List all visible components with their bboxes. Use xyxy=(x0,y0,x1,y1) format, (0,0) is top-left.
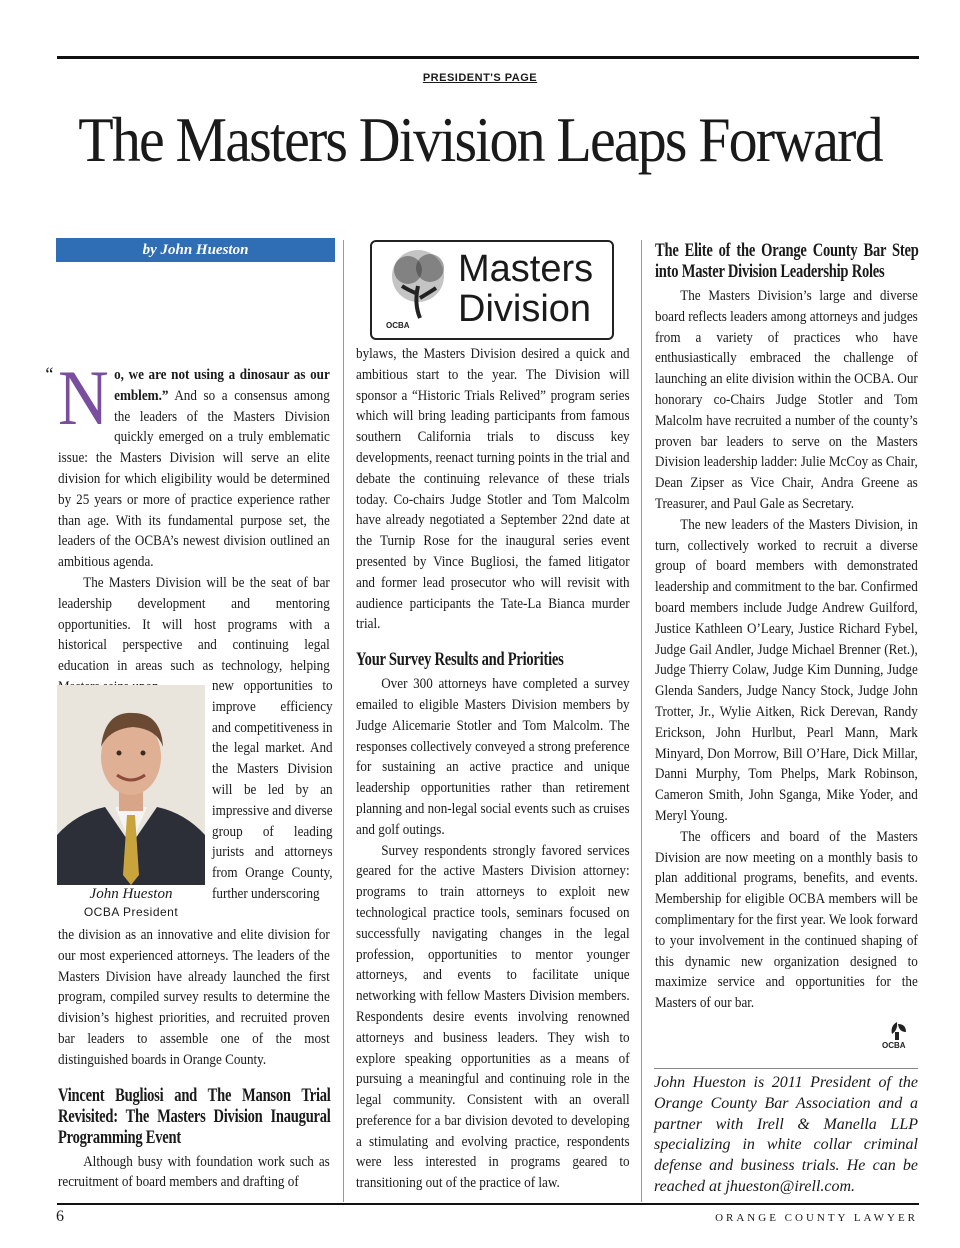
bio-rule xyxy=(654,1068,918,1069)
byline: by John Hueston xyxy=(56,238,335,262)
logo-line-1: Masters xyxy=(458,248,594,290)
column-2: bylaws, the Masters Division desired a quick and ambitious start to the year. The Division will sponsor a “Historic Trials Relived” program series which will bring leading participants from famous southern California trials to discuss key developments, reenact turning points in the trial and debate the continuing relevance of these trials today. Co-chairs Judge Stotler and Tom Malcolm have already negotiated a September 22nd date at the Turnip Rose for the inaugural series event presented by Vince Bugliosi, the famed litigator and former lead prosecutor who will revisit with audience participants the Tate-La Bianca murder trial. Your Survey Results and Priorities Over 300 attorneys have completed a survey emailed to eligible Masters Division members by Judge Alicemarie Stotler and Tom Malcolm. The responses collectively conveyed a strong preference for sustaining an active practice and unique leadership opportunities rather than retirement planning and non-legal social events such as cruises and golf outings. Survey respondents strongly favored services geared for the active Masters Division attorney: programs to train attorneys to exploit new technological practice tools, seminars focused on successfully navigating changes in the legal profession, opportunities to mentor younger attorneys, and events to facilitate unique networking with fellow Masters Division members. Respondents desire events involving renowned attorneys and business leaders. They wish to explore speaking opportunities as a means of pursuing a meaningful and continuing role in the legal community. Consistent with an overall preference for a bar division devoted to developing a stimulating and evolving practice, respondents were less interested in programs geared to transitioning out of the practice of law. xyxy=(356,346,630,1192)
section-heading: Your Survey Results and Priorities xyxy=(356,649,564,671)
svg-text:OCBA: OCBA xyxy=(386,321,410,330)
section-heading: Vincent Bugliosi and The Manson Trial Revisited: The Masters Division Inaugural Programming Event xyxy=(58,1084,331,1148)
publication-name: ORANGE COUNTY LAWYER xyxy=(715,1212,918,1224)
svg-text:OCBA: OCBA xyxy=(882,1041,906,1050)
author-photo xyxy=(57,685,205,885)
photo-caption-name: John Hueston xyxy=(89,886,173,902)
logo-line-2: Division xyxy=(458,288,592,330)
column-3: The Elite of the Orange County Bar Step into Master Division Leadership Roles The Masters Division’s large and diverse board reflects leaders among attorneys and judges from a variety of practices who have enthusiastically embraced the challenge of launching an elite division within the OCBA. Our honorary co-Chairs Judge Stotler and Tom Malcolm have recruited a number of the county’s proven bar leaders to serve on the Masters Division leadership ladder: Julie McCoy as Chair, Dean Zipser as Vice Chair, Andra Greene as Treasurer, and Paul Gale as Secretary. The new leaders of the Masters Division, in turn, collectively worked to recruit a diverse group of board members with demonstrated leadership and commitment to the bar. Confirmed board members include Judge Andrew Guilford, Justice Kathleen O’Leary, Justice Richard Fybel, Judge Gail Andler, Judge Michael Brenner (Ret.), Judge Thierry Colaw, Judge Kim Dunning, Judge Glenda Sanders, Judge Nancy Stock, Judge John Trotter, Jr., Wylie Aitken, Rick Derevan, Randy Erickson, John Hurlbut, Pearl Mann, Mark Minyard, Don Morrow, Bill O’Hare, Dick Millar, Danni Murphy, Tom Phelps, Mark Robinson, Cameron Smith, John Sganga, Mike Yoder, and Meryl Young. The officers and board of the Masters Division are now meeting on a monthly basis to plan additional programs, benefits, and events. Membership for eligible OCBA members will be complimentary for the first year. We look forward to your involvement in the continued shaping of this dynamic new organization designed to maximize service and opportunities for the Masters of our bar. xyxy=(655,240,919,1012)
top-rule xyxy=(57,56,919,59)
column-divider-1 xyxy=(343,240,344,1202)
column-divider-2 xyxy=(641,240,642,1202)
drop-cap: N xyxy=(58,354,109,441)
author-bio: John Hueston is 2011 President of the Orange County Bar Association and a partner with Irell & Manella LLP specializing in white collar criminal defense and business trials. He can be reached at jhueston@irell.com. xyxy=(654,1074,918,1195)
photo-wrap-text: new opportunities to improve efficiency and competitiveness in the legal market. And the Masters Division will be led by an impressive and diverse group of leading jurists and attorneys from Orange County, further underscoring xyxy=(212,678,333,902)
paragraph: The Masters Division will be the seat of bar leadership development and mentoring opportunities. It will host programs with a historical perspective and continuing legal education in areas such as technology, helping xyxy=(58,574,330,675)
portrait-image xyxy=(57,685,205,885)
photo-caption-title: OCBA President xyxy=(83,905,179,919)
bottom-rule xyxy=(57,1203,919,1205)
section-label: PRESIDENT'S PAGE xyxy=(422,72,538,84)
section-heading: The Elite of the Orange County Bar Step into Master Division Leadership Roles xyxy=(655,240,919,282)
column-1-intro xyxy=(45,354,330,698)
column-1-lower: the division as an innovative and elite division for our most experienced attorneys. The leaders of the Masters Division have already launched the first program, compiled survey results to determine the division’s highest priorities, and recruited proven bar leaders to assemble one of the most distinguished boards in Orange County. Vincent Bugliosi and The Manson Trial Revisited: The Masters Division Inaugural Programming Event Although busy with foundation work such as recruitment of board members and drafting of xyxy=(58,927,331,1191)
open-quote: “ xyxy=(45,364,54,386)
intro-bold: o, we are not using a dinosaur as our emblem.” xyxy=(114,367,330,404)
intro-text: And so a consensus among the leaders of the Masters Division quickly emerged on a truly emblematic issue: the Masters Division will serve an elite division for which eligibility would be determined by 25 years or more of practice experience rather than age. With its fundamental purpose set, the leaders of the OCBA’s newest division outlined an ambitious agenda. xyxy=(58,387,330,571)
tree-icon xyxy=(378,246,458,332)
ocba-end-mark-icon xyxy=(880,1018,914,1050)
page-title: The Masters Division Leaps Forward xyxy=(78,105,882,175)
page-number: 6 xyxy=(56,1208,64,1225)
